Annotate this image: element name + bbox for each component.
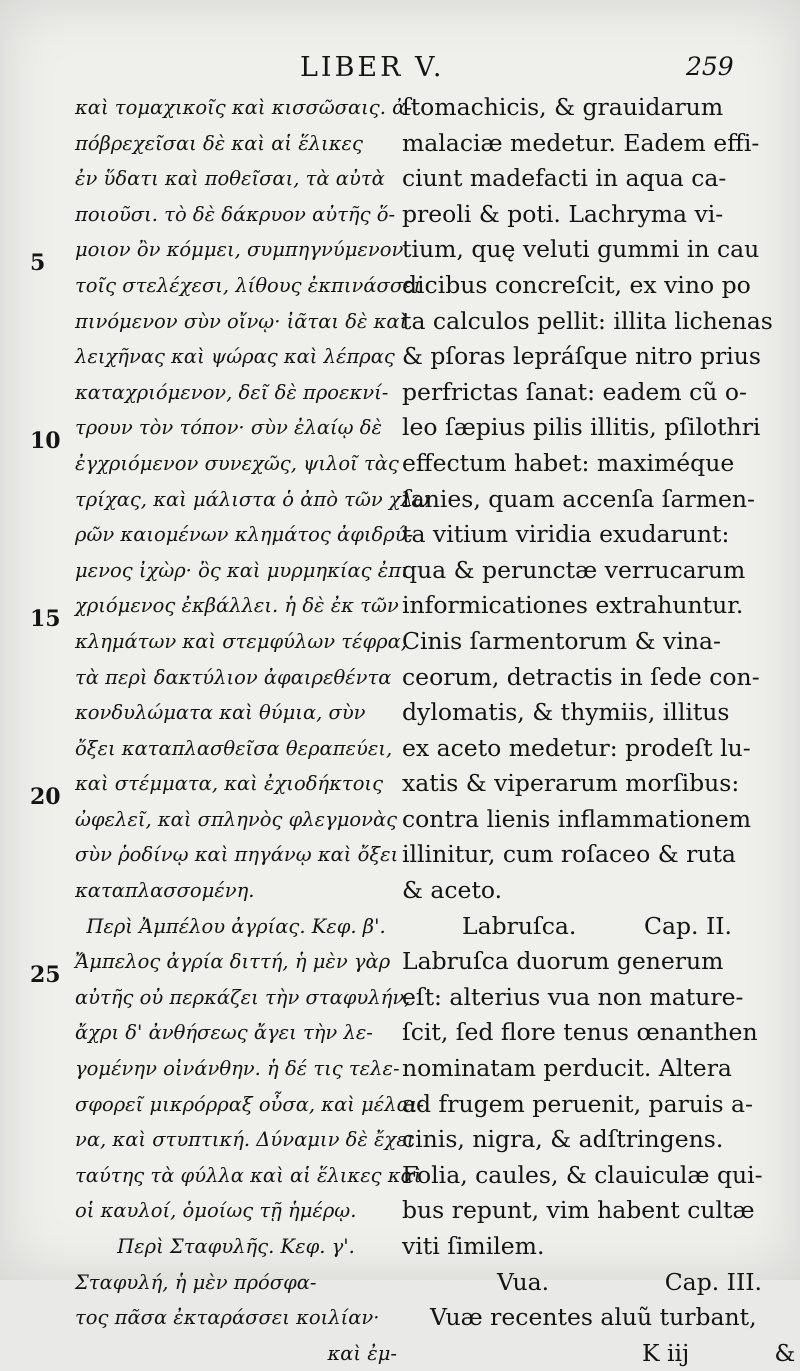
greek-line: ρῶν καιομένων κλημάτος ἀφιδρύ- — [75, 523, 414, 547]
greek-line: πινόμενον σὺν οἴνῳ· ἰᾶται δὲ καὶ — [75, 309, 408, 333]
greek-line: Σταφυλή, ἡ μὲν πρόσφα- — [75, 1270, 317, 1294]
latin-chapter-heading — [402, 909, 762, 945]
greek-line: γομένην οἰνάνθην. ἡ δέ τις τελε- — [75, 1057, 400, 1081]
latin-line: ſanies, quam accenſa ſarmen- — [402, 484, 755, 513]
latin-line: informicationes extrahuntur. — [402, 591, 744, 620]
latin-line: ta calculos pellit: illita lichenas — [402, 306, 773, 335]
latin-line: viti ſimilem. — [402, 1232, 545, 1260]
latin-line: nominatam perducit. Altera — [402, 1054, 732, 1083]
line-number: 5 — [30, 250, 46, 276]
greek-line: ἐγχριόμενον συνεχῶς, ψιλοῖ τὰς — [75, 451, 399, 475]
latin-line: cinis, nigra, & adſtringens. — [402, 1125, 724, 1154]
latin-line: bus repunt, vim habent cultæ — [402, 1196, 755, 1225]
latin-line: ſtomachicis, & grauidarum — [402, 93, 724, 121]
chapter-title: Vua. — [497, 1267, 550, 1296]
latin-line: ta vitium viridia exudarunt: — [402, 520, 730, 549]
latin-line: ad frugem peruenit, paruis a- — [402, 1089, 753, 1118]
latin-line: ſcit, ſed flore tenus œnanthen — [402, 1018, 758, 1047]
latin-line: Folia, caules, & clauiculæ qui- — [402, 1160, 763, 1189]
catchword: & — [774, 1338, 796, 1367]
greek-line: ὄξει καταπλασθεῖσα θεραπεύει, — [75, 736, 393, 760]
greek-line: λειχῆνας καὶ ψώρας καὶ λέπρας — [75, 345, 395, 369]
latin-line: perfrictas ſanat: eadem cũ o- — [402, 377, 747, 406]
greek-line: σφορεῖ μικρόρραξ οὖσα, καὶ μέλαι- — [75, 1092, 424, 1116]
latin-line: contra lienis inflammationem — [402, 804, 752, 833]
greek-line: κονδυλώματα καὶ θύμια, σὺν — [75, 701, 366, 725]
latin-line: Cinis ſarmentorum & vina- — [402, 626, 721, 655]
latin-line: dicibus concreſcit, ex vino po — [402, 270, 751, 299]
latin-line: ex aceto medetur: prodeſt lu- — [402, 733, 751, 762]
line-number: 15 — [30, 606, 61, 632]
latin-line: tium, quę veluti gummi in cau — [402, 235, 760, 264]
greek-line: να, καὶ στυπτική. Δύναμιν δὲ ἔχει — [75, 1128, 415, 1152]
greek-line: ἐν ὕδατι καὶ ποθεῖσαι, τὰ αὐτὰ — [75, 167, 385, 191]
greek-column — [75, 90, 429, 1371]
greek-line: καὶ τομαχικοῖς καὶ κισσῶσαις. ἀ- — [75, 96, 412, 119]
page-number: 259 — [686, 52, 734, 81]
greek-line: ποιοῦσι. τὸ δὲ δάκρυον αὐτῆς ὅ- — [75, 202, 396, 226]
greek-line: καὶ ἐμ- — [327, 1341, 397, 1365]
chapter-title: Labruſca. — [462, 911, 577, 940]
latin-chapter-heading — [402, 1265, 762, 1301]
greek-chapter-heading: Περὶ Σταφυλῆς. Κεφ. γ'. — [117, 1235, 355, 1258]
greek-line: ὠφελεῖ, καὶ σπληνὸς φλεγμονὰς — [75, 807, 398, 831]
greek-line: μενος ἰχὼρ· ὃς καὶ μυρμηκίας ἐπι — [75, 558, 409, 582]
greek-line: τοῖς στελέχεσι, λίθους ἐκπινάσσει — [75, 273, 422, 297]
latin-line: & pſoras lepráſque nitro prius — [402, 342, 761, 371]
greek-line: οἱ καυλοί, ὁμοίως τῇ ἡμέρῳ. — [75, 1199, 357, 1223]
greek-line: κλημάτων καὶ στεμφύλων τέφρα, — [75, 629, 408, 653]
greek-line: Ἄμπελος ἀγρία διττή, ἡ μὲν γὰρ — [75, 950, 391, 974]
latin-column — [402, 90, 796, 1371]
signature-line — [402, 1336, 796, 1371]
latin-line: dylomatis, & thymiis, illitus — [402, 698, 730, 727]
greek-line: καταπλασσομένη. — [75, 879, 255, 903]
line-number: 20 — [30, 784, 61, 810]
running-head: LIBER V. — [300, 52, 445, 83]
latin-line: Vuæ recentes aluũ turbant, — [430, 1303, 757, 1332]
chapter-number: Cap. III. — [664, 1267, 762, 1296]
greek-line: χριόμενος ἐκβάλλει. ἡ δὲ ἐκ τῶν — [75, 594, 399, 618]
greek-chapter-heading: Περὶ Ἀμπέλου ἀγρίας. Κεφ. β'. — [86, 914, 386, 938]
latin-line: & aceto. — [402, 876, 503, 905]
greek-line: αὐτῆς οὐ περκάζει τὴν σταφυλήν, — [75, 985, 411, 1009]
latin-line: malaciæ medetur. Eadem effi- — [402, 128, 760, 157]
chapter-number: Cap. II. — [643, 911, 732, 940]
line-number: 10 — [30, 428, 61, 454]
latin-line: illinitur, cum roſaceo & ruta — [402, 840, 736, 869]
greek-line: τρουν τὸν τόπον· σὺν ἐλαίῳ δὲ — [75, 416, 382, 440]
latin-line: effectum habet: maximéque — [402, 448, 735, 477]
latin-line: leo ſæpius pilis illitis, pſilothri — [402, 413, 761, 442]
greek-line: μοιον ὂν κόμμει, συμπηγνύμενον — [75, 238, 404, 262]
greek-line: τρίχας, καὶ μάλιστα ὁ ἀπὸ τῶν χλω — [75, 487, 429, 511]
latin-line: qua & perunctæ verrucarum — [402, 555, 746, 584]
latin-line: ciunt madefacti in aqua ca- — [402, 164, 727, 193]
greek-line: τὰ περὶ δακτύλιον ἀφαιρεθέντα — [75, 665, 392, 689]
signature-mark: K iij — [642, 1338, 690, 1367]
latin-line: preoli & poti. Lachryma vi- — [402, 199, 724, 228]
latin-line: Labruſca duorum generum — [402, 947, 724, 976]
latin-line: eſt: alterius vua non mature- — [402, 982, 744, 1011]
greek-line: ταύτης τὰ φύλλα καὶ αἱ ἕλικες καὶ — [75, 1163, 422, 1187]
greek-line: ἄχρι δ' ἀνθήσεως ἄγει τὴν λε- — [75, 1021, 373, 1045]
line-number: 25 — [30, 962, 61, 988]
greek-line: πόβρεχεῖσαι δὲ καὶ αἱ ἕλικες — [75, 131, 363, 155]
greek-line: καταχριόμενον, δεῖ δὲ προεκνί- — [75, 380, 389, 404]
greek-line: τος πᾶσα ἐκταράσσει κοιλίαν· — [75, 1306, 380, 1330]
greek-line: καὶ στέμματα, καὶ ἐχιοδήκτοις — [75, 772, 384, 796]
latin-line: xatis & viperarum morſibus: — [402, 769, 740, 798]
latin-line: ceorum, detractis in ſede con- — [402, 662, 760, 691]
greek-line: σὺν ῥοδίνῳ καὶ πηγάνῳ καὶ ὄξει — [75, 843, 399, 867]
